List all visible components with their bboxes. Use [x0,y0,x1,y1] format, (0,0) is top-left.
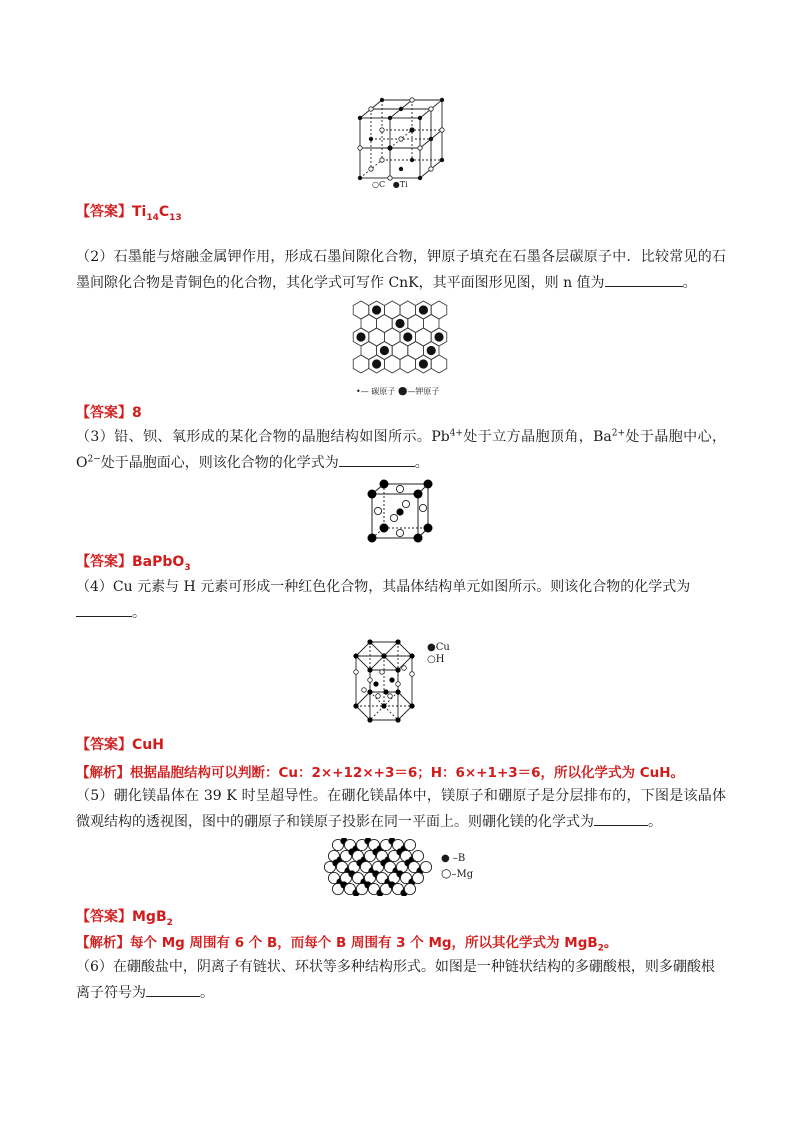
question-6-text: 在硼酸盐中，阴离子有链状、环状等多种结构形式。如图是一种链状结构的多硼酸根，则多硼酸根离子符号为 。 [76,959,715,1001]
carbon-dot-icon: •— [356,387,369,396]
mg-atom [404,839,415,850]
answer-2-label: 【答案】 [76,405,132,421]
analysis-5-label: 【解析】 [76,935,130,951]
graphite-legend: •— 碳原子 ●—钾原子 [356,384,440,397]
carbon-open-circle-icon: ○ [372,180,379,189]
answer-3-label: 【答案】 [76,554,132,570]
hydrogen-open-circle-icon: ○ [427,654,436,665]
question-2-number: （2） [76,249,114,265]
answer-2 [76,402,142,422]
answer-1-value: $Ti_{14}C_{13}$ [132,204,182,223]
analysis-4-label: 【解析】 [76,765,130,781]
question-3 [76,424,726,476]
answer-5 [76,906,173,926]
question-3-text: 铅、钡、氧形成的某化合物的晶胞结构如图所示。$Pb^{4+}$处于立方晶胞顶角，$Ba^{2+}$处于晶胞中心，$O^{2-}$处于晶胞面心，则该化合物的化学式为 。 [76,428,726,471]
mg-atom [412,872,423,883]
boron-dot-icon: ● [441,853,450,864]
graphite-potassium-figure [352,300,448,380]
mgb2-projection-figure [322,838,442,896]
answer-4-label: 【答案】 [76,737,132,753]
answer-5-value: MgB$_2$ [132,909,173,928]
answer-1-label: 【答案】 [76,204,132,220]
answer-3-value: BaPbO$_3$ [132,554,191,573]
legend-carbon-label: 碳原子 [371,387,396,396]
legend-ti-label: Ti [399,180,408,189]
cuh-legend [427,642,450,666]
legend-potassium-label: 钾原子 [415,387,440,396]
question-4 [76,574,726,626]
mg-atom [404,883,415,894]
question-4-number: （4） [76,579,113,595]
legend-h-label: H [435,654,445,665]
legend-mg-label: Mg [456,869,474,880]
tic-legend [372,180,408,189]
legend-c-label: C [378,180,386,189]
analysis-4 [76,761,684,781]
answer-3 [76,551,191,571]
analysis-5 [76,931,618,954]
answer-4 [76,734,164,754]
tic-crystal-figure [352,92,448,192]
magnesium-open-circle-icon: ○ [441,866,452,880]
question-4-text: Cu 元素与 H 元素可形成一种红色化合物，其晶体结构单元如图所示。则该化合物的化学式为 。 [76,579,690,621]
mg-atom [412,850,423,861]
answer-5-label: 【答案】 [76,909,132,925]
question-5 [76,783,726,835]
question-2 [76,244,726,296]
answer-4-value: CuH [132,737,164,753]
answer-1 [76,201,182,221]
answer-2-value: 8 [132,405,142,421]
mg-atom [420,861,431,872]
question-6-number: （6） [76,959,113,975]
cuh-crystal-figure [346,632,430,728]
potassium-dot-icon: ● [397,384,408,397]
copper-dot-icon: ● [427,642,436,653]
question-3-number: （3） [76,429,115,445]
titanium-dot-icon: ● [392,180,400,189]
question-2-text: 石墨能与熔融金属钾作用，形成石墨间隙化合物，钾原子填充在石墨各层碳原子中．比较常见的石墨间隙化合物是青铜色的化合物，其化学式可写作 CnK，其平面图形见图，则 n 值为 。 [76,249,726,291]
perovskite-cube-figure [366,478,434,544]
question-6 [76,954,726,1006]
question-5-text: 硼化镁晶体在 39 K 时呈超导性。在硼化镁晶体中，镁原子和硼原子是分层排布的，下图是该晶体微观结构的透视图，图中的硼原子和镁原子投影在同一平面上。则硼化镁的化学式为 。 [76,788,726,830]
analysis-5-text: 每个 Mg 周围有 6 个 B，而每个 B 周围有 3 个 Mg，所以其化学式为 MgB$_2$。 [130,935,618,954]
question-5-number: （5） [76,788,114,804]
mgb2-legend: ● –B ○–Mg [441,853,474,880]
analysis-4-text: 根据晶胞结构可以判断：Cu：2×+12×+3＝6；H：6×+1+3＝6，所以化学式为 CuH。 [130,765,685,781]
legend-b-label: B [457,853,466,864]
legend-cu-label: Cu [435,642,450,653]
